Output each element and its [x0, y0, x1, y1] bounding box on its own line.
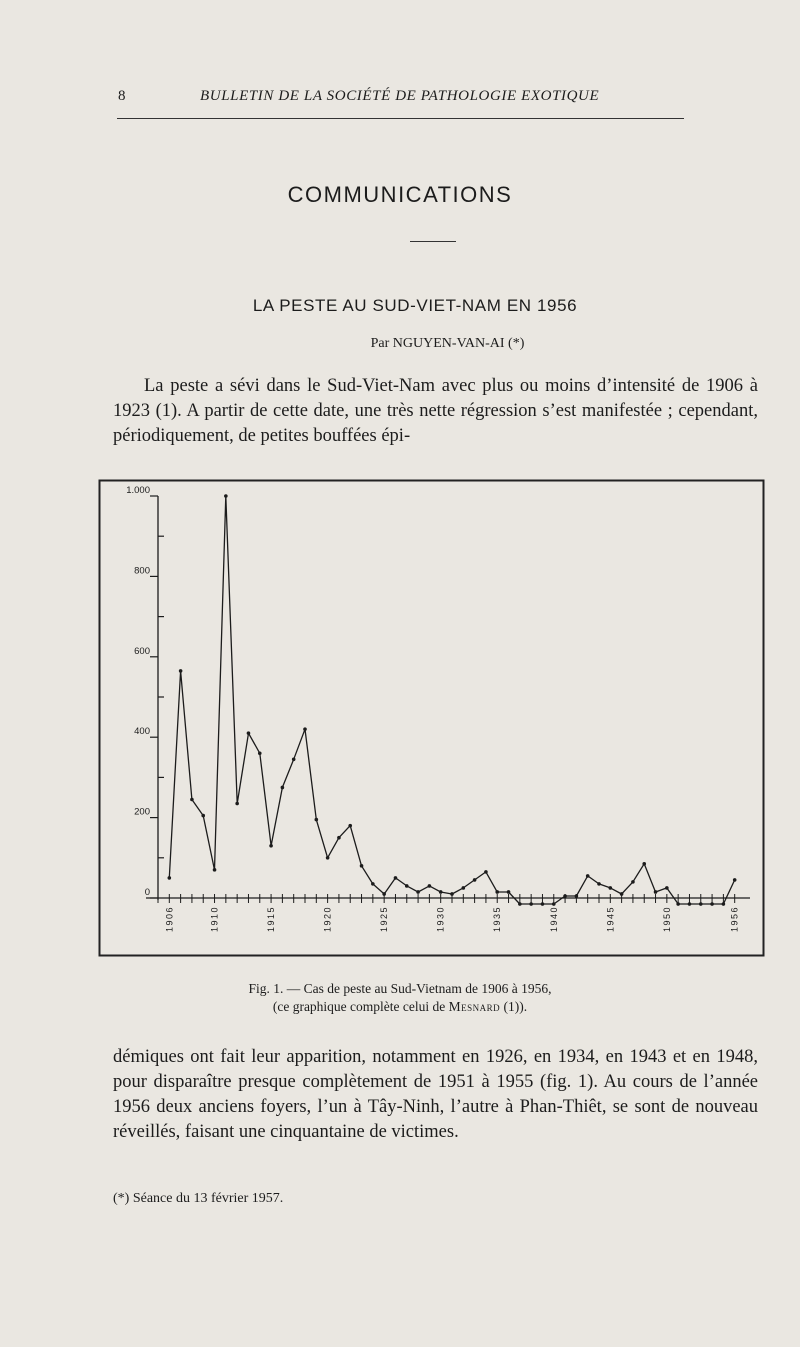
data-point — [168, 876, 172, 880]
data-point — [710, 902, 714, 906]
data-point — [620, 892, 624, 896]
x-axis — [146, 894, 750, 932]
data-point — [665, 886, 669, 890]
x-tick-label: 1940 — [548, 905, 559, 932]
data-point — [575, 894, 579, 898]
y-tick-label: 600 — [134, 645, 150, 657]
paragraph-1: La peste a sévi dans le Sud-Viet-Nam avec plus ou moins d’intensité de 1906 à 1923 (1). A partir de cette date, une très nette régression s’est manifestée ; cependant, périodiquement, de petites bouffées épi- — [113, 376, 758, 446]
paragraph-2: démiques ont fait leur apparition, notamment en 1926, en 1934, en 1943 et en 1948, pour disparaître presque complètement de 1951 à 1955 (fig. 1). Au cours de l’année 1956 deux anciens foyers, l’un à Tây-Ninh, l’autre à Phan-Thiêt, se sont de nouveau réveillés, faisant une cinquantaine de victimes. — [113, 1047, 758, 1142]
article-byline: Par NGUYEN-VAN-AI (*) — [370, 336, 525, 351]
data-point — [292, 758, 296, 762]
series-line — [169, 496, 734, 904]
y-axis — [126, 485, 164, 900]
data-point — [281, 786, 285, 790]
data-point — [405, 884, 409, 888]
x-tick-label: 1906 — [164, 905, 175, 932]
data-point — [699, 902, 703, 906]
data-point — [722, 902, 726, 906]
x-tick-label: 1915 — [266, 905, 277, 932]
data-point — [247, 731, 251, 735]
data-point — [382, 892, 386, 896]
x-tick-label: 1945 — [605, 905, 616, 932]
data-point — [631, 880, 635, 884]
journal-title: BULLETIN DE LA SOCIÉTÉ DE PATHOLOGIE EXOTIQUE — [200, 88, 600, 104]
x-tick-label: 1930 — [435, 905, 446, 932]
data-point — [518, 902, 522, 906]
page-number: 8 — [118, 88, 127, 104]
y-tick-label: 800 — [134, 565, 150, 577]
x-tick-label: 1910 — [209, 905, 220, 932]
section-title: COMMUNICATIONS — [287, 182, 513, 207]
y-tick-label: 1.000 — [126, 485, 150, 496]
data-point — [201, 814, 205, 818]
data-point — [303, 727, 307, 731]
section-divider — [410, 241, 456, 242]
data-point — [484, 870, 488, 874]
data-point — [258, 751, 262, 755]
data-point — [609, 886, 613, 890]
data-point — [337, 836, 341, 840]
data-point — [450, 892, 454, 896]
data-point — [348, 824, 352, 828]
data-point — [688, 902, 692, 906]
data-point — [462, 886, 466, 890]
data-point — [733, 878, 737, 882]
data-point — [213, 868, 217, 872]
x-tick-label: 1925 — [379, 905, 390, 932]
footnote: (*) Séance du 13 février 1957. — [113, 1191, 284, 1206]
x-tick-label: 1950 — [661, 905, 672, 932]
data-point — [552, 902, 556, 906]
caption-author: Mesnard — [448, 999, 501, 1014]
data-point — [394, 876, 398, 880]
x-tick-label: 1956 — [729, 905, 740, 932]
data-point — [371, 882, 375, 886]
caption-line-2-end: (1)). — [500, 999, 528, 1014]
x-tick-label: 1920 — [322, 905, 333, 932]
data-point — [597, 882, 601, 886]
data-point — [529, 902, 533, 906]
data-point — [326, 856, 330, 860]
figure-frame — [100, 481, 764, 956]
y-tick-label: 0 — [144, 887, 150, 898]
data-point — [416, 890, 420, 894]
data-point — [315, 818, 319, 822]
figure-plague-cases — [98, 478, 766, 957]
series-cases — [168, 494, 737, 906]
data-point — [642, 862, 646, 866]
data-point — [473, 878, 477, 882]
plague-cases-chart — [98, 478, 766, 957]
data-point — [586, 874, 590, 878]
data-point — [507, 890, 511, 894]
data-point — [269, 844, 273, 848]
data-point — [495, 890, 499, 894]
caption-line-2-start: (ce graphique complète celui de — [272, 999, 449, 1014]
data-point — [428, 884, 432, 888]
data-point — [235, 802, 239, 806]
caption-line-2 — [0, 998, 800, 1016]
data-point — [190, 798, 194, 802]
data-point — [563, 894, 567, 898]
data-point — [676, 902, 680, 906]
caption-line-1: Fig. 1. — Cas de peste au Sud-Vietnam de 1906 à 1956, — [248, 981, 552, 996]
data-point — [541, 902, 545, 906]
data-point — [439, 890, 443, 894]
y-tick-label: 400 — [134, 726, 150, 738]
data-point — [360, 864, 364, 868]
data-point — [224, 494, 228, 498]
figure-caption — [0, 980, 800, 1016]
header-rule — [117, 118, 684, 119]
y-tick-label: 200 — [134, 806, 150, 818]
data-point — [654, 890, 658, 894]
data-point — [179, 669, 183, 673]
x-tick-label: 1935 — [492, 905, 503, 932]
article-title: LA PESTE AU SUD-VIET-NAM EN 1956 — [252, 296, 578, 315]
